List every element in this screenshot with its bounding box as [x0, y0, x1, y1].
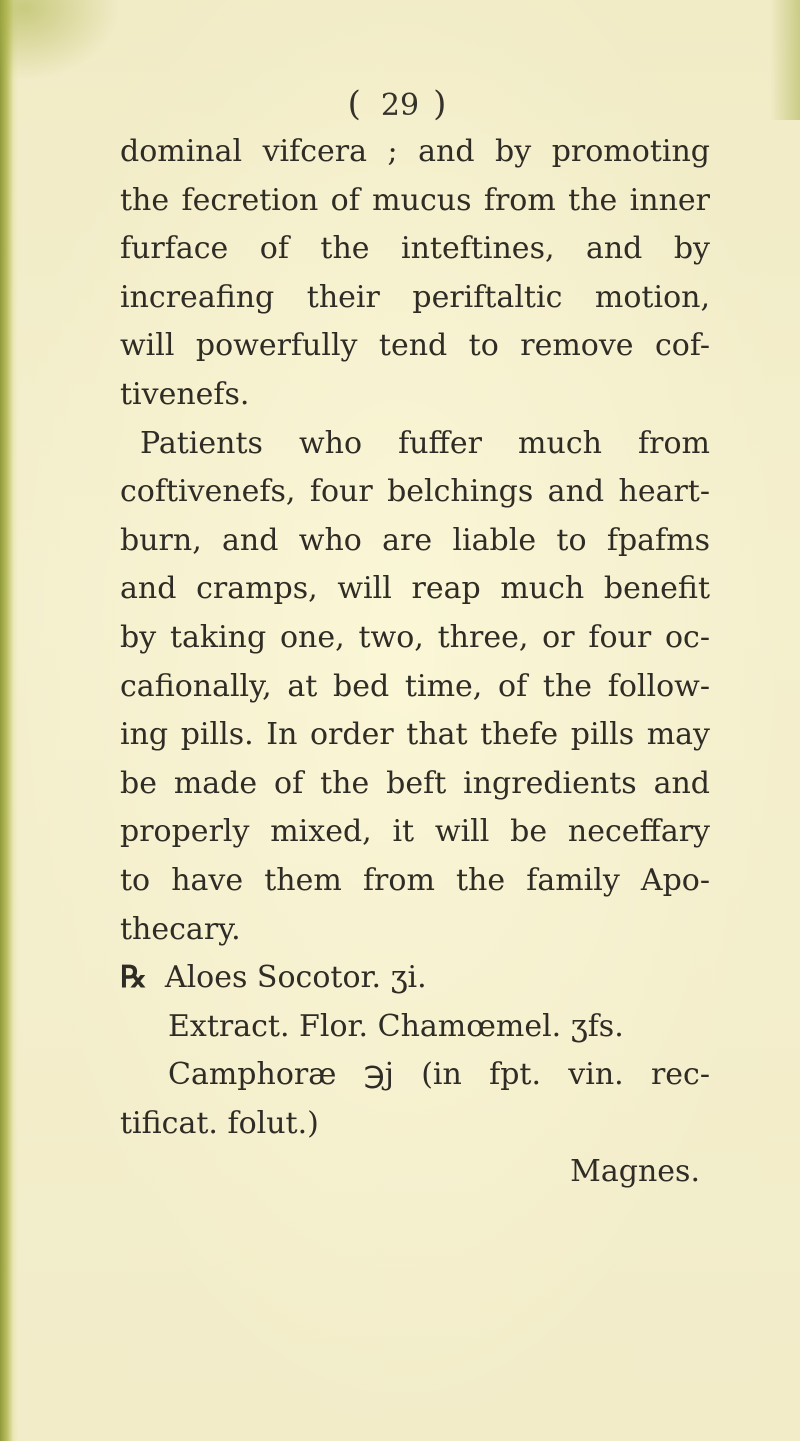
text-line: increafing their periftaltic motion, — [120, 279, 710, 315]
body-text — [120, 128, 710, 1197]
paren-close: ) — [433, 84, 453, 124]
page-edge-shadow — [0, 0, 18, 1441]
text-line: ing pills. In order that thefe pills may — [120, 717, 710, 753]
text-line: to have them from the family Apo- — [120, 862, 710, 898]
text-line: will powerfully tend to remove cof- — [120, 328, 710, 364]
recipe-line: Extract. Flor. Chamœmel. ʒfs. — [168, 1008, 624, 1044]
text-line: coftivenefs, four belchings and heart- — [120, 474, 710, 510]
text-line: and cramps, will reap much benefit — [120, 571, 710, 607]
recipe-line: tificat. folut.) — [120, 1105, 319, 1141]
text-line: properly mixed, it will be neceffary — [120, 814, 710, 850]
text-line: furface of the inteftines, and by — [120, 231, 710, 267]
page-number-header — [0, 84, 800, 124]
paren-open: ( — [347, 84, 367, 124]
text-line: by taking one, two, three, or four oc- — [120, 619, 710, 655]
text-line: tivenefs. — [120, 376, 250, 412]
rx-symbol: ℞ — [120, 960, 147, 996]
recipe-item: Aloes Socotor. ʒi. — [164, 960, 427, 996]
text-line: the fecretion of mucus from the inner — [120, 182, 710, 218]
text-line: be made of the beft ingredients and — [120, 765, 710, 801]
text-line: thecary. — [120, 911, 241, 947]
catchword: Magnes. — [570, 1154, 700, 1190]
text-line: cafionally, at bed time, of the follow- — [120, 668, 710, 704]
recipe-line: Camphoræ ℈j (in fpt. vin. rec- — [168, 1057, 710, 1093]
text-line: dominal vifcera ; and by promoting — [120, 134, 710, 169]
text-line: burn, and who are liable to fpafms — [120, 522, 710, 558]
corner-stain — [0, 0, 120, 80]
recipe-line — [120, 954, 710, 1003]
text-line: Patients who fuffer much from — [140, 425, 710, 461]
page-number: 29 — [380, 88, 420, 123]
